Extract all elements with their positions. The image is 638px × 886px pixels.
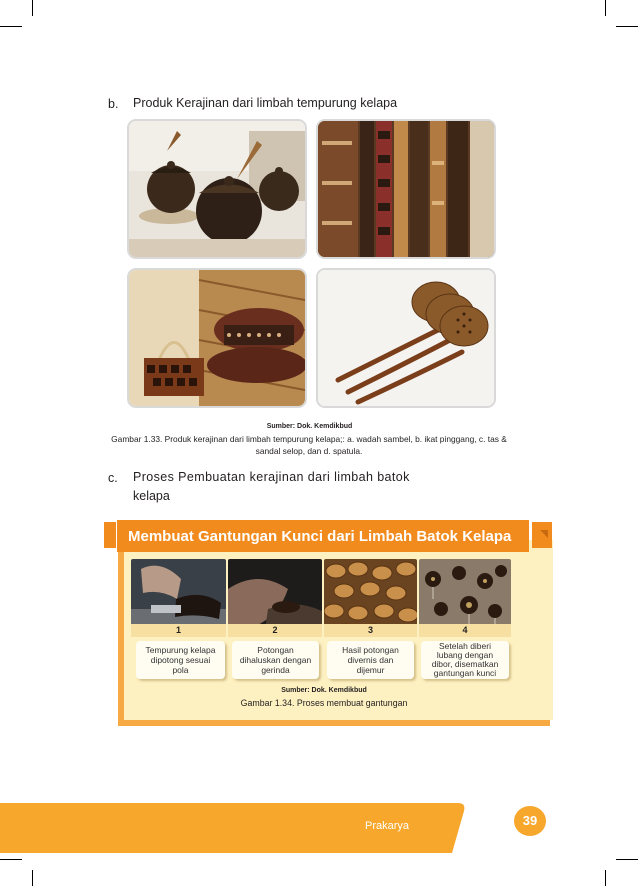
figure-133-caption-line1: Gambar 1.33. Produk kerajinan dari limbah tempurung kelapa;: a. wadah sambel, b. ikat pinggang, c. tas & bbox=[111, 434, 507, 444]
step-3-text-line: dijemur bbox=[356, 665, 385, 675]
section-c-letter: c. bbox=[108, 471, 118, 485]
crop-mark bbox=[32, 0, 33, 16]
crop-mark bbox=[0, 26, 22, 27]
page-number: 39 bbox=[514, 806, 546, 836]
figure-133-caption-line2: sandal selop, dan d. spatula. bbox=[255, 446, 363, 456]
crop-mark bbox=[616, 26, 638, 27]
step-3-card bbox=[327, 641, 414, 679]
banner-left-tab bbox=[104, 522, 116, 548]
step-1-text-line: dipotong sesuai bbox=[150, 655, 211, 665]
section-b-heading: Produk Kerajinan dari limbah tempurung kelapa bbox=[133, 96, 398, 110]
crop-mark bbox=[32, 870, 33, 886]
step-4-card bbox=[421, 641, 509, 679]
photo-tas-sandal-selop bbox=[127, 268, 307, 408]
photo-ikat-pinggang bbox=[316, 119, 496, 259]
crop-mark bbox=[616, 859, 638, 860]
step-1-text-line: pola bbox=[172, 665, 189, 675]
photo-spatula bbox=[316, 268, 496, 408]
figure-133-source: Sumber: Dok. Kemdikbud bbox=[266, 423, 353, 430]
photo-wadah-sambel bbox=[127, 119, 307, 259]
step-1-card bbox=[136, 641, 225, 679]
step-3-text-line: divernis dan bbox=[347, 655, 394, 665]
footer-label: Prakarya bbox=[365, 820, 410, 832]
step-2-card bbox=[232, 641, 319, 679]
step-2-text-line: gerinda bbox=[261, 665, 290, 675]
process-box-title: Membuat Gantungan Kunci dari Limbah Batok Kelapa bbox=[117, 520, 529, 552]
step-2-text-line: Potongan bbox=[257, 645, 294, 655]
figure-134-source: Sumber: Dok. Kemdikbud bbox=[281, 687, 367, 694]
step-4-number: 4 bbox=[419, 624, 511, 637]
step-1-text-line: Tempurung kelapa bbox=[145, 645, 216, 655]
section-c-heading-line1: Proses Pembuatan kerajinan dari limbah batok bbox=[133, 470, 410, 484]
crop-mark bbox=[0, 859, 22, 860]
step-2-number: 2 bbox=[228, 624, 322, 637]
step-3-number: 3 bbox=[324, 624, 417, 637]
step-1-number: 1 bbox=[131, 624, 226, 637]
section-b-letter: b. bbox=[108, 97, 119, 111]
step-3-text-line: Hasil potongan bbox=[342, 645, 399, 655]
crop-mark bbox=[605, 0, 606, 16]
step-4-text-line: gantungan kunci bbox=[433, 668, 497, 678]
figure-134-caption: Gambar 1.34. Proses membuat gantungan bbox=[240, 698, 408, 708]
crop-mark bbox=[605, 870, 606, 886]
step-4-text-line: dibor, disematkan bbox=[431, 659, 499, 669]
process-box-border-bottom bbox=[118, 720, 550, 726]
banner-fold-icon bbox=[540, 530, 548, 538]
step-2-text-line: dihaluskan dengan bbox=[239, 655, 312, 665]
step-4-text-line: lubang dengan bbox=[436, 650, 494, 660]
section-c-heading-line2: kelapa bbox=[133, 489, 170, 503]
step-4-text-line: Setelah diberi bbox=[439, 641, 491, 651]
